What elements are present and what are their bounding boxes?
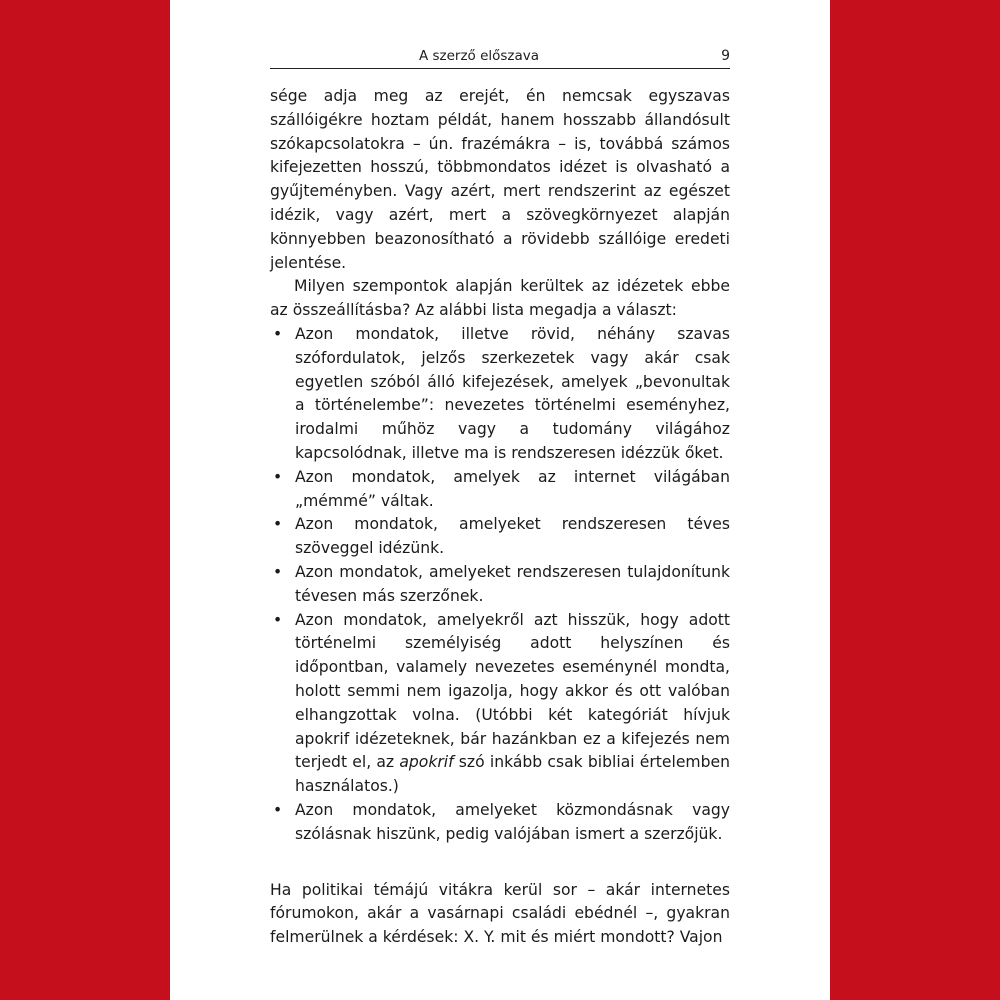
paragraph-1: sége adja meg az erejét, én nemcsak egyszavas szállóigékre hoztam példát, hanem hosszabb állandósult szókapcsolatokra – ún. frazémákra – is, továbbá számos kifejezetten hosszú, többmondatos idézet is olvasható a gyűjteményben. Vagy azért, mert rendszerint az egészet idézik, vagy azért, mert a szövegkörnyezet alapján könnyebben beazonosítható a rövidebb szállóige eredeti jelentése. (270, 87, 730, 272)
list-item-text: Azon mondatok, illetve rövid, néhány szavas szófordulatok, jelzős szerkezetek vagy akár csak egyetlen szóból álló kifejezések, amelyek „bevonultak a történelembe”: nevezetes történelmi eseményhez, irodalmi műhöz vagy a tudomány világához kapcsolódnak, illetve ma is rendszeresen idézzük őket. (295, 324, 730, 462)
italic-term: apokrif (399, 753, 454, 772)
bullet-mark: • (273, 515, 283, 534)
list-item (270, 561, 730, 609)
body-text (270, 85, 730, 950)
list-item-text: Azon mondatok, amelyeket közmondásnak vagy szólásnak hiszünk, pedig valójában ismert a szerzőjük. (295, 800, 730, 843)
section-gap (270, 847, 730, 879)
list-item-text: Azon mondatok, amelyeket rendszeresen tulajdonítunk tévesen más szerzőnek. (295, 562, 730, 605)
list-item-text: Azon mondatok, amelyeket rendszeresen téves szöveggel idézünk. (295, 515, 730, 558)
criteria-list (270, 323, 730, 847)
list-item-text: Azon mondatok, amelyek az internet világában „mémmé” váltak. (295, 467, 730, 510)
bullet-mark: • (273, 467, 283, 486)
list-item-text-part-2: szó inkább csak bibliai értelemben használatos.) (295, 753, 730, 796)
bullet-mark: • (273, 610, 283, 629)
bullet-mark: • (273, 800, 283, 819)
paragraph-3: Ha politikai témájú vitákra kerül sor – akár internetes fórumokon, akár a vasárnapi családi ebédnél –, gyakran felmerülnek a kérdések: X. Y. mit és miért mondott? Vajon (270, 880, 730, 947)
list-item (270, 323, 730, 466)
list-item (270, 799, 730, 847)
list-item-text-part-1: Azon mondatok, amelyekről azt hisszük, hogy adott történelmi személyiség adott helyszínen és időpontban, valamely nevezetes eseménynél mondta, holott semmi nem igazolja, hogy akkor és ott valóban elhangzottak volna. (Utóbbi két kategóriát hívjuk apokrif idézeteknek, bár hazánkban ez a kifejezés nem terjedt el, az (295, 610, 730, 772)
list-item (270, 513, 730, 561)
list-item (270, 466, 730, 514)
book-page (170, 0, 830, 1000)
paragraph-2: Milyen szempontok alapján kerültek az idézetek ebbe az összeállításba? Az alábbi lista megadja a választ: (270, 277, 730, 320)
list-item (270, 609, 730, 799)
bullet-mark: • (273, 324, 283, 343)
running-title: A szerző előszava (418, 48, 540, 64)
header-rule (270, 68, 730, 69)
bullet-mark: • (273, 562, 283, 581)
running-header (270, 47, 730, 65)
page-number: 9 (721, 48, 730, 64)
